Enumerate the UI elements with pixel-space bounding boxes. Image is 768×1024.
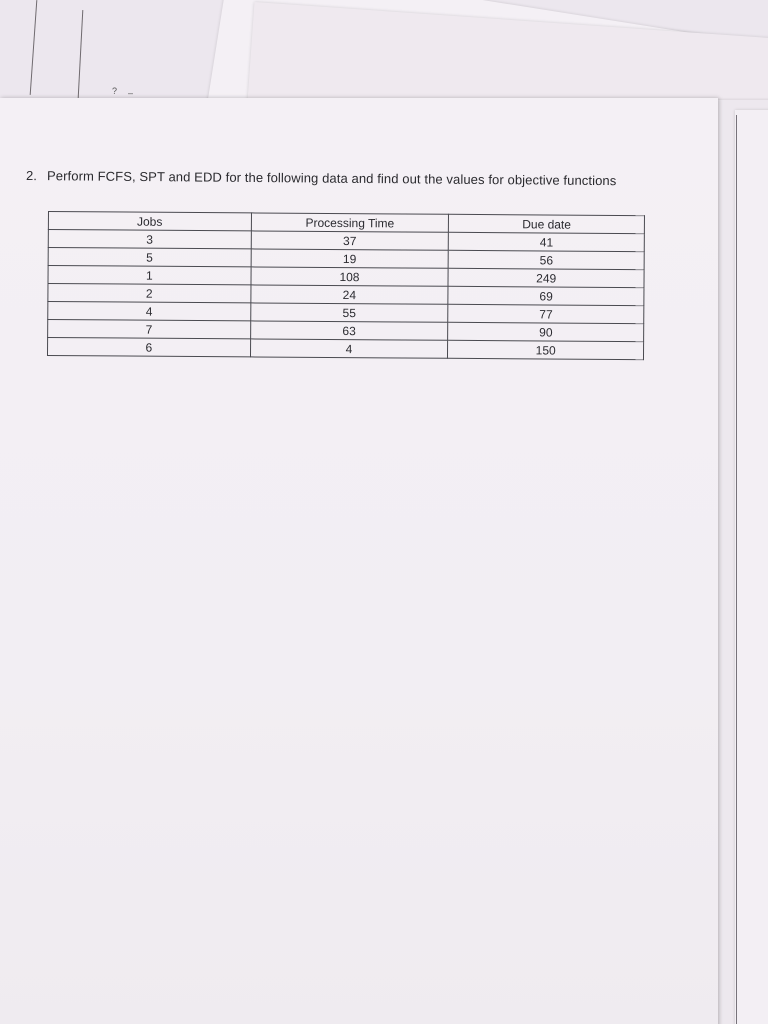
cell-job: 7 xyxy=(48,320,251,339)
cell-processing-time: 19 xyxy=(251,249,449,268)
cell-job: 1 xyxy=(48,266,251,285)
cell-processing-time: 24 xyxy=(250,285,448,304)
cell-processing-time: 55 xyxy=(250,303,448,322)
worksheet-page xyxy=(0,98,718,1024)
question-text xyxy=(26,168,666,189)
background-scribble: – xyxy=(128,88,134,98)
cell-due-date: 41 xyxy=(449,232,645,251)
cell-due-date: 56 xyxy=(449,250,645,269)
cell-due-date: 249 xyxy=(448,268,644,287)
background-scribble: ? xyxy=(112,86,118,96)
cell-due-date: 150 xyxy=(448,340,644,359)
cell-job: 6 xyxy=(47,338,250,357)
cell-due-date: 69 xyxy=(448,286,644,305)
header-jobs: Jobs xyxy=(48,212,251,231)
cell-job: 2 xyxy=(48,284,251,303)
background-sheet-edge xyxy=(735,110,768,1024)
header-due-date: Due date xyxy=(449,214,645,233)
cell-due-date: 77 xyxy=(448,304,644,323)
cell-processing-time: 4 xyxy=(250,339,448,358)
jobs-table xyxy=(47,211,645,360)
table-row xyxy=(47,338,643,360)
cell-processing-time: 108 xyxy=(251,267,449,286)
header-processing-time: Processing Time xyxy=(251,213,449,232)
cell-processing-time: 63 xyxy=(250,321,448,340)
cell-job: 4 xyxy=(48,302,251,321)
cell-due-date: 90 xyxy=(448,322,644,341)
cell-processing-time: 37 xyxy=(251,231,449,250)
margin-line xyxy=(736,115,737,1024)
cell-job: 5 xyxy=(48,248,251,267)
question-number: 2. xyxy=(25,168,38,184)
cell-job: 3 xyxy=(48,230,251,249)
question-body: Perform FCFS, SPT and EDD for the following data and find out the values for objective functions xyxy=(46,168,617,189)
